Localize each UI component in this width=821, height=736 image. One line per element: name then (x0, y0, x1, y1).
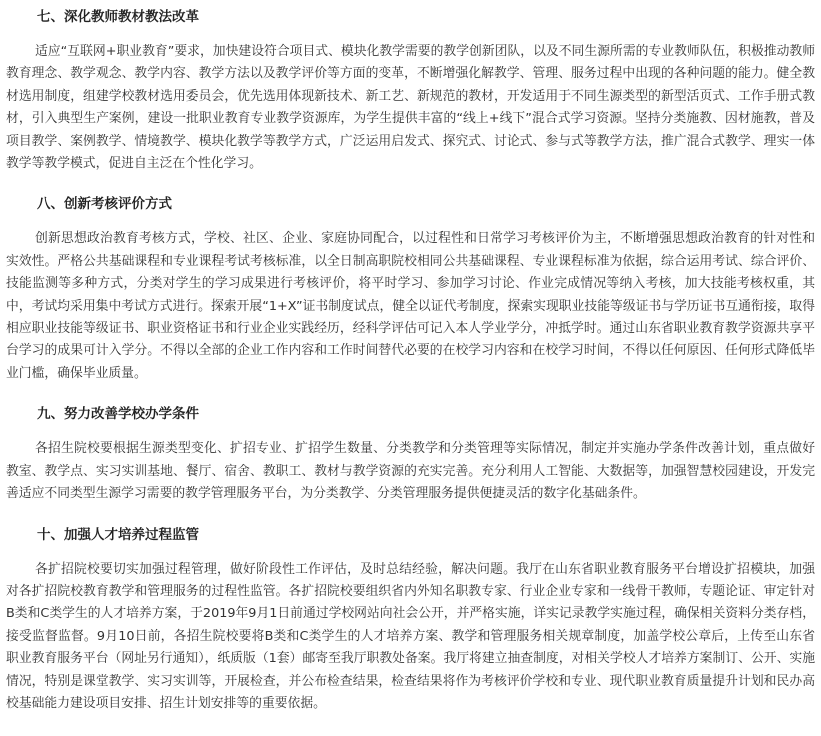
section-paragraph-8: 创新思想政治教育考核方式，学校、社区、企业、家庭协同配合，以过程性和日常学习考核评价为主，不断增强思想政治教育的针对性和实效性。严格公共基础课程和专业课程考试考核标准，以全日制高职院校相同公共基础课程、专业课程标准为依据，综合运用考试、综合评价、技能监测等多种方式，分类对学生的学习成果进行考核评价，将平时学习、参加学习讨论、作业完成情况等纳入考核，加大技能考核权重，其中，考试均采用集中考试方式进行。探索开展“1+X”证书制度试点，健全以证代考制度，探索实现职业技能等级证书与学历证书互通衔接，取得相应职业技能等级证书、职业资格证书和行业企业实践经历，经科学评估可记入本人学业学分，冲抵学时。通过山东省职业教育教学资源共享平台学习的成果可计入学分。不得以全部的企业工作内容和工作时间替代必要的在校学习内容和在校学习时间，不得以任何原因、任何形式降低毕业门槛，确保毕业质量。 (6, 231, 815, 381)
section-paragraph-10: 各扩招院校要切实加强过程管理，做好阶段性工作评估，及时总结经验，解决问题。我厅在山东省职业教育服务平台增设扩招模块，加强对各扩招院校教育教学和管理服务的过程性监管。各扩招院校要组织省内外知名职教专家、行业企业专家和一线骨干教师，专题论证、审定针对B类和C类学生的人才培养方案，于2019年9月1日前通过学校网站向社会公开，并严格实施，详实记录教学实施过程，确保相关资料分类存档，接受监督监督。9月10日前，各招生院校要将B类和C类学生的人才培养方案、教学和管理服务相关规章制度，加盖学校公章后，上传至山东省职业教育服务平台（网址另行通知），纸质版（1套）邮寄至我厅职教处备案。我厅将建立抽查制度，对相关学校人才培养方案制订、公开、实施情况，特别是课堂教学、实习实训等，开展检查，并公布检查结果，检查结果将作为考核评价学校和专业、现代职业教育质量提升计划和民办高校基础能力建设项目安排、招生计划安排等的重要依据。 (6, 561, 815, 711)
section-paragraph-9: 各招生院校要根据生源类型变化、扩招专业、扩招学生数量、分类教学和分类管理等实际情况，制定并实施办学条件改善计划，重点做好教室、教学点、实习实训基地、餐厅、宿舍、教职工、教材与教学资源的充实完善。充分利用人工智能、大数据等，加强智慧校园建设，开发完善适应不同类型生源学习需要的教学管理服务平台，为分类教学、分类管理服务提供便捷灵活的数字化基础条件。 (6, 441, 815, 502)
section-heading-10: 十、加强人才培养过程监管 (37, 526, 199, 543)
section-heading-9: 九、努力改善学校办学条件 (37, 406, 199, 423)
section-paragraph-7: 适应“互联网+职业教育”要求，加快建设符合项目式、模块化教学需要的教学创新团队，以及不同生源所需的专业教师队伍，积极推动教师教育理念、教学观念、教学内容、教学方法以及教学评价等方面的变革，不断增强化解教学、管理、服务过程中出现的各种问题的能力。健全教材选用制度，组建学校教材选用委员会，优先选用体现新技术、新工艺、新规范的教材，开发适用于不同生源类型的新型活页式、工作手册式教材，引入典型生产案例，建设一批职业教育专业教学资源库，为学生提供丰富的“线上+线下”混合式学习资源。坚持分类施教、因材施教，普及项目教学、案例教学、情境教学、模块化教学等教学方式，广泛运用启发式、探究式、讨论式、参与式等教学方法，推广混合式教学、理实一体教学等教学模式，促进自主泛在个性化学习。 (6, 44, 815, 172)
section-heading-7: 七、深化教师教材教法改革 (37, 9, 199, 25)
section-heading-8: 八、创新考核评价方式 (37, 196, 172, 213)
